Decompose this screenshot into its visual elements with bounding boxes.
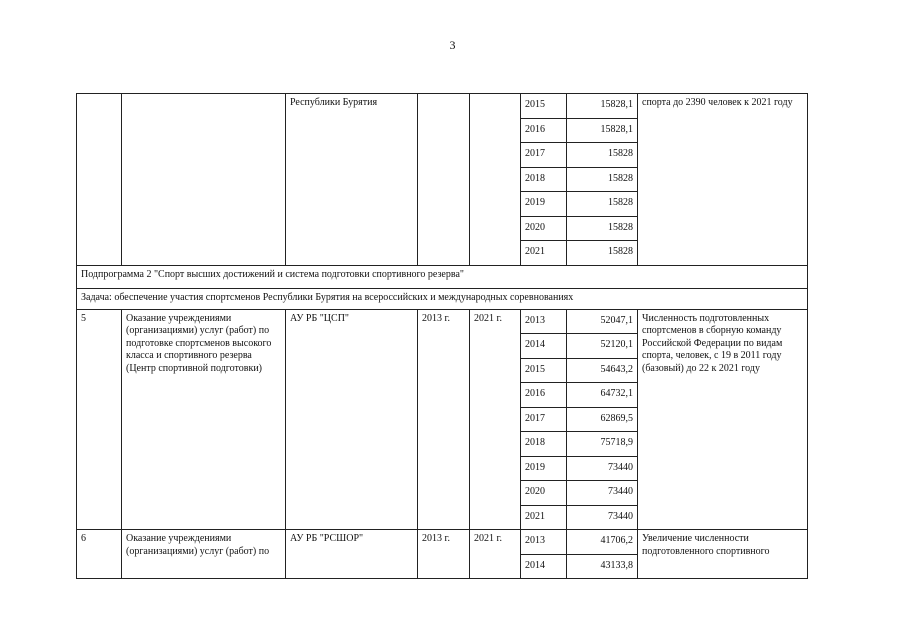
value-cell: 15828,1 bbox=[567, 94, 638, 119]
event-cell bbox=[122, 94, 286, 266]
num-cell: 5 bbox=[77, 309, 122, 530]
year-cell: 2014 bbox=[521, 554, 567, 579]
year-cell: 2021 bbox=[521, 241, 567, 266]
year-cell: 2020 bbox=[521, 216, 567, 241]
value-cell: 15828,1 bbox=[567, 118, 638, 143]
value-cell: 15828 bbox=[567, 167, 638, 192]
value-cell: 15828 bbox=[567, 241, 638, 266]
program-table bbox=[76, 93, 808, 579]
num-cell: 6 bbox=[77, 530, 122, 579]
year-cell: 2019 bbox=[521, 456, 567, 481]
table-row bbox=[77, 530, 808, 555]
task-title: Задача: обеспечение участия спортсменов Республики Бурятия на всероссийских и международных соревнованиях bbox=[77, 288, 808, 309]
indicator-cell: Численность подготовленных спортсменов в сборную команду Российской Федерации по видам спорта, человек, с 19 в 2011 году (базовый) до 22 к 2021 году bbox=[638, 309, 808, 530]
value-cell: 52047,1 bbox=[567, 309, 638, 334]
year-cell: 2017 bbox=[521, 143, 567, 168]
value-cell: 15828 bbox=[567, 192, 638, 217]
num-cell bbox=[77, 94, 122, 266]
value-cell: 15828 bbox=[567, 143, 638, 168]
event-cell: Оказание учреждениями (организациями) услуг (работ) по подготовке спортсменов высокого класса и спортивного резерва (Центр спортивной подготовки) bbox=[122, 309, 286, 530]
value-cell: 54643,2 bbox=[567, 358, 638, 383]
executor-cell: АУ РБ "РСШОР" bbox=[286, 530, 418, 579]
start-cell: 2013 г. bbox=[418, 309, 470, 530]
year-cell: 2013 bbox=[521, 309, 567, 334]
value-cell: 73440 bbox=[567, 481, 638, 506]
value-cell: 41706,2 bbox=[567, 530, 638, 555]
end-cell: 2021 г. bbox=[470, 530, 521, 579]
subprogram-row bbox=[77, 265, 808, 288]
table-row bbox=[77, 309, 808, 334]
value-cell: 64732,1 bbox=[567, 383, 638, 408]
year-cell: 2018 bbox=[521, 167, 567, 192]
year-cell: 2015 bbox=[521, 358, 567, 383]
value-cell: 15828 bbox=[567, 216, 638, 241]
value-cell: 62869,5 bbox=[567, 407, 638, 432]
task-row bbox=[77, 288, 808, 309]
value-cell: 43133,8 bbox=[567, 554, 638, 579]
page-number: 3 bbox=[449, 38, 456, 52]
year-cell: 2018 bbox=[521, 432, 567, 457]
start-cell bbox=[418, 94, 470, 266]
value-cell: 75718,9 bbox=[567, 432, 638, 457]
year-cell: 2015 bbox=[521, 94, 567, 119]
event-cell: Оказание учреждениями (организациями) услуг (работ) по bbox=[122, 530, 286, 579]
year-cell: 2020 bbox=[521, 481, 567, 506]
start-cell: 2013 г. bbox=[418, 530, 470, 579]
executor-cell: Республики Бурятия bbox=[286, 94, 418, 266]
value-cell: 52120,1 bbox=[567, 334, 638, 359]
year-cell: 2016 bbox=[521, 383, 567, 408]
year-cell: 2017 bbox=[521, 407, 567, 432]
year-cell: 2016 bbox=[521, 118, 567, 143]
indicator-cell: спорта до 2390 человек к 2021 году bbox=[638, 94, 808, 266]
table-row bbox=[77, 94, 808, 119]
year-cell: 2014 bbox=[521, 334, 567, 359]
end-cell: 2021 г. bbox=[470, 309, 521, 530]
executor-cell: АУ РБ "ЦСП" bbox=[286, 309, 418, 530]
subprogram-title: Подпрограмма 2 "Спорт высших достижений и система подготовки спортивного резерва" bbox=[77, 265, 808, 288]
value-cell: 73440 bbox=[567, 505, 638, 530]
year-cell: 2019 bbox=[521, 192, 567, 217]
indicator-cell: Увеличение численности подготовленного спортивного bbox=[638, 530, 808, 579]
year-cell: 2021 bbox=[521, 505, 567, 530]
year-cell: 2013 bbox=[521, 530, 567, 555]
end-cell bbox=[470, 94, 521, 266]
value-cell: 73440 bbox=[567, 456, 638, 481]
